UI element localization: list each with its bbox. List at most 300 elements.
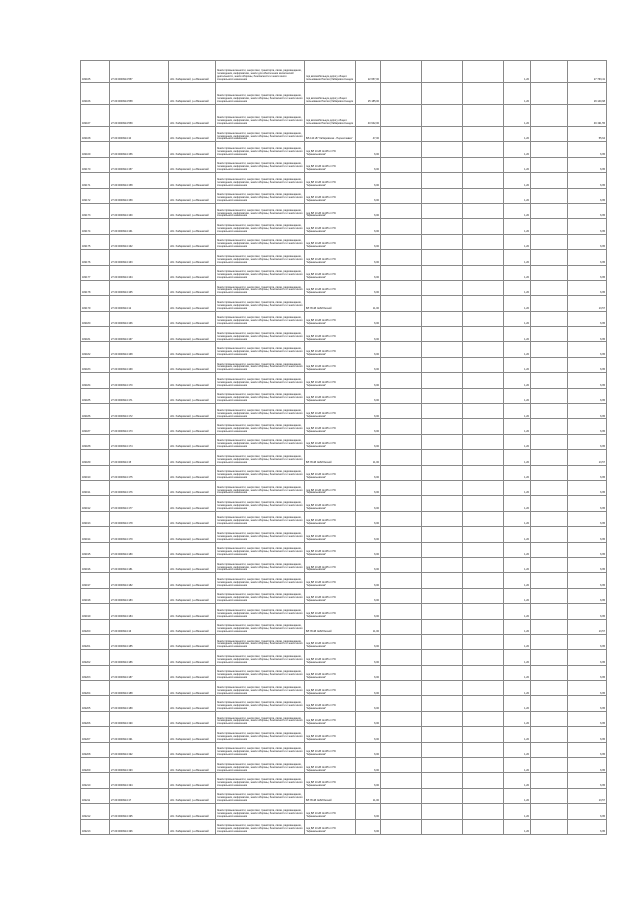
cell-empty: [531, 373, 568, 388]
cell-empty: [531, 142, 568, 157]
cell-empty: [531, 557, 568, 572]
cell-cat: Земли промышленности, энергетики, транспорта, связи, радиовещания, телевидения, информатики, земли обороны, безопасности и земли иного специального назначения: [216, 758, 305, 773]
cell-area: 6,00: [356, 634, 381, 649]
cell-obj: под ВЛ 10 кВ №105 от ПС "Афанасьевская": [305, 311, 356, 326]
cell-addr: обл. Хабаровский, р-н Вяземский: [169, 742, 216, 757]
cell-empty: [422, 742, 463, 757]
cell-empty: [422, 527, 463, 542]
cell-empty: [422, 388, 463, 403]
cell-cad: 27:20:0000914:178: [110, 511, 169, 526]
cell-cad: 27:20:0000914:156: [110, 142, 169, 157]
cell-empty: [463, 773, 504, 788]
cell-empty: [422, 588, 463, 603]
cell-cat: Земли промышленности, энергетики, транспорта, связи, радиовещания, телевидения, информатики, земли обороны, безопасности и земли иного специального назначения: [216, 173, 305, 188]
cell-empty: [381, 434, 422, 449]
table-row: [81, 265, 607, 280]
cell-empty: [463, 173, 504, 188]
cell-obj: под ВЛ 10 кВ №105 от ПС "Афанасьевская": [305, 650, 356, 665]
cell-cat: Земли промышленности, энергетики, транспорта, связи, радиовещания, телевидения, информатики, земли обороны, безопасности и земли иного специального назначения: [216, 573, 305, 588]
cell-id: 182176: [81, 250, 110, 265]
cell-empty: [381, 573, 422, 588]
cell-id: 182204: [81, 681, 110, 696]
cell-cad: 27:20:0000914:192: [110, 742, 169, 757]
cell-empty: [381, 450, 422, 465]
cell-cat: Земли промышленности, энергетики, транспорта, связи, радиовещания, телевидения, информатики, земли обороны, безопасности и земли иного специального назначения: [216, 327, 305, 342]
cell-empty: [463, 388, 504, 403]
table-row: [81, 157, 607, 172]
cell-empty: [531, 127, 568, 142]
cell-tax: 6,95: [568, 188, 607, 203]
cell-empty: [531, 758, 568, 773]
cell-empty: [381, 604, 422, 619]
cell-id: 182184: [81, 373, 110, 388]
cell-cad: 27:20:0000914:160: [110, 203, 169, 218]
cell-empty: [463, 788, 504, 803]
cell-obj: под ВЛ 10 кВ №105 от ПС "Афанасьевская": [305, 480, 356, 495]
cell-addr: обл. Хабаровский, р-н Вяземский: [169, 219, 216, 234]
cell-id: 182190: [81, 465, 110, 480]
cell-obj: под автомобильную дорогу общего пользования Россия (Хабаровск-Сеюдск: [305, 105, 356, 127]
cell-empty: [463, 758, 504, 773]
cell-addr: обл. Хабаровский, р-н Вяземский: [169, 373, 216, 388]
cell-obj: под ВЛ 10 кВ №105 от ПС "Афанасьевская": [305, 511, 356, 526]
cell-cat: Земли промышленности, энергетики, транспорта, связи, радиовещания, телевидения, информатики, земли обороны, безопасности и земли иного специального назначения: [216, 588, 305, 603]
cell-id: 182182: [81, 342, 110, 357]
cell-rate: 1,20: [504, 665, 531, 680]
cell-empty: [531, 727, 568, 742]
cell-empty: [531, 404, 568, 419]
cell-addr: обл. Хабаровский, р-н Вяземский: [169, 542, 216, 557]
table-row: [81, 496, 607, 511]
cell-empty: [422, 105, 463, 127]
cell-cad: 27:20:0000914:166: [110, 311, 169, 326]
cell-cad: 27:20:0000914:180: [110, 542, 169, 557]
cell-tax: 6,95: [568, 265, 607, 280]
cell-empty: [531, 619, 568, 634]
cell-area: 6,00: [356, 250, 381, 265]
cell-obj: ВЛ 35 кВ №82/Лесной: [305, 450, 356, 465]
cell-empty: [422, 280, 463, 295]
cell-id: 182207: [81, 727, 110, 742]
cell-empty: [531, 250, 568, 265]
cell-cad: 27:20:0000914:162: [110, 234, 169, 249]
cell-id: 182206: [81, 711, 110, 726]
cell-rate: 1,20: [504, 619, 531, 634]
cell-empty: [422, 373, 463, 388]
cell-id: 182198: [81, 588, 110, 603]
cell-empty: [463, 127, 504, 142]
cell-addr: обл. Хабаровский, р-н Вяземский: [169, 758, 216, 773]
cell-cat: Земли промышленности, энергетики, транспорта, связи, радиовещания, телевидения, информатики, земли обороны, безопасности и земли иного специального назначения: [216, 296, 305, 311]
cell-tax: 13,57: [568, 619, 607, 634]
cell-rate: 1,20: [504, 373, 531, 388]
cell-cad: 27:20:0000914:558: [110, 83, 169, 105]
cell-empty: [381, 819, 422, 834]
cell-empty: [531, 342, 568, 357]
cell-cad: 27:20:0000914:167: [110, 327, 169, 342]
cell-rate: 1,20: [504, 388, 531, 403]
cell-cat: Земли промышленности, энергетики, транспорта, связи, радиовещания, телевидения, информатики, земли обороны, безопасности и земли иного специального назначения: [216, 681, 305, 696]
cell-empty: [463, 83, 504, 105]
cell-area: 11,00: [356, 788, 381, 803]
table-row: [81, 465, 607, 480]
cell-empty: [381, 742, 422, 757]
cell-empty: [381, 61, 422, 83]
table-row: [81, 619, 607, 634]
cell-empty: [381, 105, 422, 127]
cell-empty: [381, 404, 422, 419]
cell-empty: [531, 634, 568, 649]
table-row: [81, 219, 607, 234]
table-row: [81, 296, 607, 311]
cell-cat: Земли промышленности, энергетики, транспорта, связи, радиовещания, телевидения, информатики, земли обороны, безопасности и земли иного специального назначения: [216, 634, 305, 649]
cell-empty: [381, 83, 422, 105]
cell-empty: [531, 203, 568, 218]
cell-empty: [381, 157, 422, 172]
cell-area: 6,00: [356, 650, 381, 665]
cell-cad: 27:20:0000914:196: [110, 819, 169, 834]
cell-empty: [463, 219, 504, 234]
table-row: [81, 419, 607, 434]
cell-empty: [422, 511, 463, 526]
table-row: [81, 280, 607, 295]
cell-cat: Земли промышленности, энергетики, транспорта, связи, радиовещания, телевидения, информатики, земли обороны, безопасности и земли иного специального назначения: [216, 388, 305, 403]
cell-empty: [463, 819, 504, 834]
cell-cat: Земли промышленности, энергетики, транспорта, связи, радиовещания, телевидения, информатики, земли обороны, безопасности и земли иного специального назначения: [216, 788, 305, 803]
cell-area: 6,00: [356, 588, 381, 603]
cell-area: 6,00: [356, 342, 381, 357]
cell-empty: [422, 419, 463, 434]
cell-obj: под ВЛ 10 кВ №105 от ПС "Афанасьевская": [305, 203, 356, 218]
cell-obj: под ВЛ 10 кВ №105 от ПС "Афанасьевская": [305, 727, 356, 742]
cell-cad: 27:20:0000914:173: [110, 419, 169, 434]
cell-empty: [463, 203, 504, 218]
cell-area: 11,00: [356, 450, 381, 465]
cell-empty: [463, 450, 504, 465]
cell-empty: [381, 665, 422, 680]
cell-id: 182185: [81, 388, 110, 403]
cell-cat: Земли промышленности, энергетики, транспорта, связи, радиовещания, телевидения, информатики, земли обороны, безопасности и земли иного специального назначения: [216, 188, 305, 203]
cell-area: 6,00: [356, 711, 381, 726]
table-row: [81, 388, 607, 403]
cell-rate: 1,20: [504, 311, 531, 326]
cell-obj: под ВЛ 10 кВ №105 от ПС "Афанасьевская": [305, 742, 356, 757]
cell-empty: [531, 819, 568, 834]
cell-tax: 6,95: [568, 650, 607, 665]
table-row: [81, 188, 607, 203]
cell-obj: ВЛ 35 кВ №82/Лесной: [305, 296, 356, 311]
cell-area: 6,00: [356, 203, 381, 218]
cell-empty: [531, 573, 568, 588]
cell-cat: Земли промышленности, энергетики, транспорта, связи, радиовещания, телевидения, информатики, земли обороны, безопасности и земли иного специального назначения: [216, 804, 305, 819]
cell-area: 6,00: [356, 157, 381, 172]
cell-empty: [381, 634, 422, 649]
cell-addr: обл. Хабаровский, р-н Вяземский: [169, 327, 216, 342]
cell-obj: под ВЛ 10 кВ №105 от ПС "Афанасьевская": [305, 342, 356, 357]
cell-empty: [463, 357, 504, 372]
cell-cad: 27:20:0000914:179: [110, 527, 169, 542]
cell-obj: под ВЛ 10 кВ №105 от ПС "Афанасьевская": [305, 280, 356, 295]
cell-obj: ВЛ-110 кВ "Хабаровская - Переяславка": [305, 127, 356, 142]
cell-area: 6,00: [356, 758, 381, 773]
cell-addr: обл. Хабаровский, р-н Вяземский: [169, 681, 216, 696]
cell-empty: [531, 388, 568, 403]
cell-addr: обл. Хабаровский, р-н Вяземский: [169, 234, 216, 249]
cell-id: 182194: [81, 527, 110, 542]
cell-obj: под ВЛ 10 кВ №105 от ПС "Афанасьевская": [305, 465, 356, 480]
cell-empty: [531, 219, 568, 234]
cell-empty: [422, 681, 463, 696]
cell-tax: 6,95: [568, 588, 607, 603]
cell-empty: [422, 696, 463, 711]
cell-addr: обл. Хабаровский, р-н Вяземский: [169, 480, 216, 495]
cell-rate: 1,20: [504, 450, 531, 465]
cell-cat: Земли промышленности, энергетики, транспорта, связи, радиовещания, телевидения, информатики, земли обороны, безопасности и земли иного специального назначения: [216, 311, 305, 326]
cell-obj: под ВЛ 10 кВ №105 от ПС "Афанасьевская": [305, 404, 356, 419]
cell-empty: [381, 188, 422, 203]
table-row: [81, 542, 607, 557]
cell-empty: [531, 311, 568, 326]
cell-cat: Земли промышленности, энергетики, транспорта, связи, радиовещания, телевидения, информатики, земли обороны, безопасности и земли иного специального назначения: [216, 496, 305, 511]
cell-cad: 27:20:0000914:185: [110, 634, 169, 649]
cell-id: 182177: [81, 265, 110, 280]
cell-rate: 1,20: [504, 434, 531, 449]
cell-area: 6,00: [356, 311, 381, 326]
cell-area: 6,00: [356, 773, 381, 788]
cell-id: 182205: [81, 696, 110, 711]
cell-empty: [531, 296, 568, 311]
cell-area: 6,00: [356, 188, 381, 203]
cell-tax: 6,95: [568, 773, 607, 788]
cell-tax: 6,95: [568, 804, 607, 819]
cell-empty: [381, 342, 422, 357]
cell-tax: 6,95: [568, 142, 607, 157]
cell-area: 6,00: [356, 234, 381, 249]
cell-id: 182170: [81, 157, 110, 172]
cell-addr: обл. Хабаровский, р-н Вяземский: [169, 634, 216, 649]
cell-id: 182166: [81, 83, 110, 105]
cell-empty: [463, 327, 504, 342]
cell-rate: 1,20: [504, 61, 531, 83]
cell-obj: под ВЛ 10 кВ №105 от ПС "Афанасьевская": [305, 434, 356, 449]
cell-obj: под ВЛ 10 кВ №105 от ПС "Афанасьевская": [305, 773, 356, 788]
cell-empty: [381, 219, 422, 234]
cell-id: 182181: [81, 327, 110, 342]
cell-tax: 55,64: [568, 127, 607, 142]
cell-empty: [381, 496, 422, 511]
cell-id: 182171: [81, 173, 110, 188]
cell-empty: [381, 788, 422, 803]
cell-empty: [531, 711, 568, 726]
cell-obj: под ВЛ 10 кВ №105 от ПС "Афанасьевская": [305, 173, 356, 188]
cell-empty: [531, 480, 568, 495]
cell-empty: [463, 296, 504, 311]
cell-area: 6,00: [356, 604, 381, 619]
cell-empty: [422, 727, 463, 742]
cell-cat: Земли промышленности, энергетики, транспорта, связи, радиовещания, телевидения, информатики, земли обороны, безопасности и земли иного специального назначения: [216, 342, 305, 357]
cell-addr: обл. Хабаровский, р-н Вяземский: [169, 296, 216, 311]
cell-empty: [463, 742, 504, 757]
cell-rate: 1,20: [504, 404, 531, 419]
cell-cat: Земли промышленности, энергетики, транспорта, связи, радиовещания, телевидения, информатики, земли обороны, безопасности и земли иного специального назначения: [216, 665, 305, 680]
cell-area: 6,00: [356, 434, 381, 449]
cell-empty: [531, 105, 568, 127]
cell-cat: Земли промышленности, энергетики, транспорта, связи, радиовещания, телевидения, информатики, земли обороны, безопасности и земли иного специального назначения: [216, 105, 305, 127]
cell-tax: 6,95: [568, 696, 607, 711]
cell-area: 6,00: [356, 388, 381, 403]
cell-rate: 1,20: [504, 465, 531, 480]
table-row: [81, 61, 607, 83]
cell-cad: 27:20:0000914:183: [110, 588, 169, 603]
cell-empty: [463, 681, 504, 696]
cell-cad: 27:20:0000914:189: [110, 696, 169, 711]
cell-obj: под ВЛ 10 кВ №105 от ПС "Афанасьевская": [305, 819, 356, 834]
cell-empty: [531, 511, 568, 526]
cell-obj: под ВЛ 10 кВ №105 от ПС "Афанасьевская": [305, 711, 356, 726]
cell-empty: [422, 711, 463, 726]
cell-cad: 27:20:0000914:182: [110, 573, 169, 588]
cell-obj: под ВЛ 10 кВ №105 от ПС "Афанасьевская": [305, 588, 356, 603]
cell-addr: обл. Хабаровский, р-н Вяземский: [169, 804, 216, 819]
cell-area: 6,00: [356, 265, 381, 280]
cell-empty: [422, 188, 463, 203]
cell-rate: 1,20: [504, 773, 531, 788]
cell-empty: [463, 342, 504, 357]
cell-tax: 6,95: [568, 527, 607, 542]
cell-empty: [531, 188, 568, 203]
cell-obj: под ВЛ 10 кВ №105 от ПС "Афанасьевская": [305, 327, 356, 342]
cell-empty: [463, 650, 504, 665]
cell-tax: 6,95: [568, 573, 607, 588]
cell-addr: обл. Хабаровский, р-н Вяземский: [169, 650, 216, 665]
cell-empty: [531, 465, 568, 480]
cell-id: 182188: [81, 434, 110, 449]
cell-id: 182203: [81, 665, 110, 680]
cell-empty: [463, 496, 504, 511]
cell-empty: [422, 203, 463, 218]
cell-empty: [531, 588, 568, 603]
cell-rate: 1,20: [504, 588, 531, 603]
cell-empty: [422, 573, 463, 588]
cell-cad: 27:20:0000914:169: [110, 357, 169, 372]
cell-empty: [463, 142, 504, 157]
cell-empty: [463, 61, 504, 83]
cell-cad: 27:20:0000914:187: [110, 665, 169, 680]
cell-rate: 1,20: [504, 342, 531, 357]
cell-obj: под ВЛ 10 кВ №105 от ПС "Афанасьевская": [305, 542, 356, 557]
cell-addr: обл. Хабаровский, р-н Вяземский: [169, 527, 216, 542]
cell-addr: обл. Хабаровский, р-н Вяземский: [169, 665, 216, 680]
land-tax-table: [80, 60, 607, 835]
cell-addr: обл. Хабаровский, р-н Вяземский: [169, 696, 216, 711]
cell-empty: [381, 758, 422, 773]
cell-rate: 1,20: [504, 127, 531, 142]
cell-id: 182186: [81, 404, 110, 419]
table-row: [81, 804, 607, 819]
cell-tax: 6,95: [568, 311, 607, 326]
cell-rate: 1,20: [504, 83, 531, 105]
cell-cat: Земли промышленности, энергетики, транспорта, связи, радиовещания, телевидения, информатики, земли обороны, безопасности и земли иного специального назначения: [216, 727, 305, 742]
cell-rate: 1,20: [504, 727, 531, 742]
cell-empty: [381, 588, 422, 603]
cell-cad: 27:20:0000914:194: [110, 773, 169, 788]
cell-empty: [422, 142, 463, 157]
cell-empty: [381, 681, 422, 696]
cell-empty: [422, 619, 463, 634]
cell-cat: Земли промышленности, энергетики, транспорта, связи, радиовещания, телевидения, информатики, земли обороны, безопасности и земли иного специального назначения: [216, 250, 305, 265]
cell-cat: Земли промышленности, энергетики, транспорта, связи, радиовещания, телевидения, информатики, земли обороны, безопасности и земли иного специального назначения: [216, 527, 305, 542]
cell-empty: [381, 265, 422, 280]
cell-empty: [531, 804, 568, 819]
cell-tax: 6,95: [568, 480, 607, 495]
cell-empty: [463, 234, 504, 249]
cell-tax: 6,95: [568, 681, 607, 696]
table-row: [81, 573, 607, 588]
cell-addr: обл. Хабаровский, р-н Вяземский: [169, 342, 216, 357]
cell-tax: 6,95: [568, 496, 607, 511]
cell-empty: [422, 234, 463, 249]
cell-obj: под ВЛ 10 кВ №105 от ПС "Афанасьевская": [305, 604, 356, 619]
cell-cat: Земли промышленности, энергетики, транспорта, связи, радиовещания, телевидения, информатики, земли обороны, безопасности и земли иного специального назначения: [216, 650, 305, 665]
cell-empty: [531, 450, 568, 465]
cell-area: 6,00: [356, 173, 381, 188]
cell-area: 6,00: [356, 280, 381, 295]
cell-empty: [381, 711, 422, 726]
cell-id: 182212: [81, 804, 110, 819]
cell-area: 6,00: [356, 404, 381, 419]
cell-empty: [381, 203, 422, 218]
cell-tax: 6,95: [568, 250, 607, 265]
cell-obj: под ВЛ 10 кВ №105 от ПС "Афанасьевская": [305, 496, 356, 511]
table-row: [81, 250, 607, 265]
cell-cat: Земли промышленности, энергетики, транспорта, связи, радиовещания, телевидения, информатики, земли обороны, безопасности и земли иного специального назначения: [216, 511, 305, 526]
cell-rate: 1,20: [504, 542, 531, 557]
cell-empty: [381, 357, 422, 372]
cell-empty: [381, 557, 422, 572]
cell-cad: 27:20:0000914:559: [110, 105, 169, 127]
cell-tax: 6,95: [568, 727, 607, 742]
cell-area: 6,00: [356, 511, 381, 526]
cell-empty: [422, 83, 463, 105]
cell-cat: Земли промышленности, энергетики, транспорта, связи, радиовещания, телевидения, информатики, земли обороны, безопасности и земли иного специального назначения: [216, 619, 305, 634]
cell-obj: под ВЛ 10 кВ №105 от ПС "Афанасьевская": [305, 527, 356, 542]
cell-rate: 1,20: [504, 650, 531, 665]
cell-rate: 1,20: [504, 819, 531, 834]
cell-empty: [422, 265, 463, 280]
cell-tax: 6,95: [568, 327, 607, 342]
cell-rate: 1,20: [504, 203, 531, 218]
table-row: [81, 511, 607, 526]
cell-cad: 27:20:0000914:557: [110, 61, 169, 83]
cell-empty: [463, 404, 504, 419]
cell-empty: [531, 542, 568, 557]
table-row: [81, 142, 607, 157]
cell-empty: [463, 511, 504, 526]
cell-cad: 27:20:0000914:171: [110, 388, 169, 403]
cell-empty: [463, 804, 504, 819]
cell-cad: 27:20:0000914:174: [110, 434, 169, 449]
cell-cad: 27:20:0000914:191: [110, 727, 169, 742]
cell-tax: 6,95: [568, 388, 607, 403]
cell-empty: [531, 650, 568, 665]
cell-id: 182173: [81, 203, 110, 218]
cell-area: 6,00: [356, 373, 381, 388]
cell-id: 182199: [81, 604, 110, 619]
cell-rate: 1,20: [504, 105, 531, 127]
cell-empty: [381, 327, 422, 342]
cell-tax: 6,95: [568, 234, 607, 249]
cell-addr: обл. Хабаровский, р-н Вяземский: [169, 142, 216, 157]
